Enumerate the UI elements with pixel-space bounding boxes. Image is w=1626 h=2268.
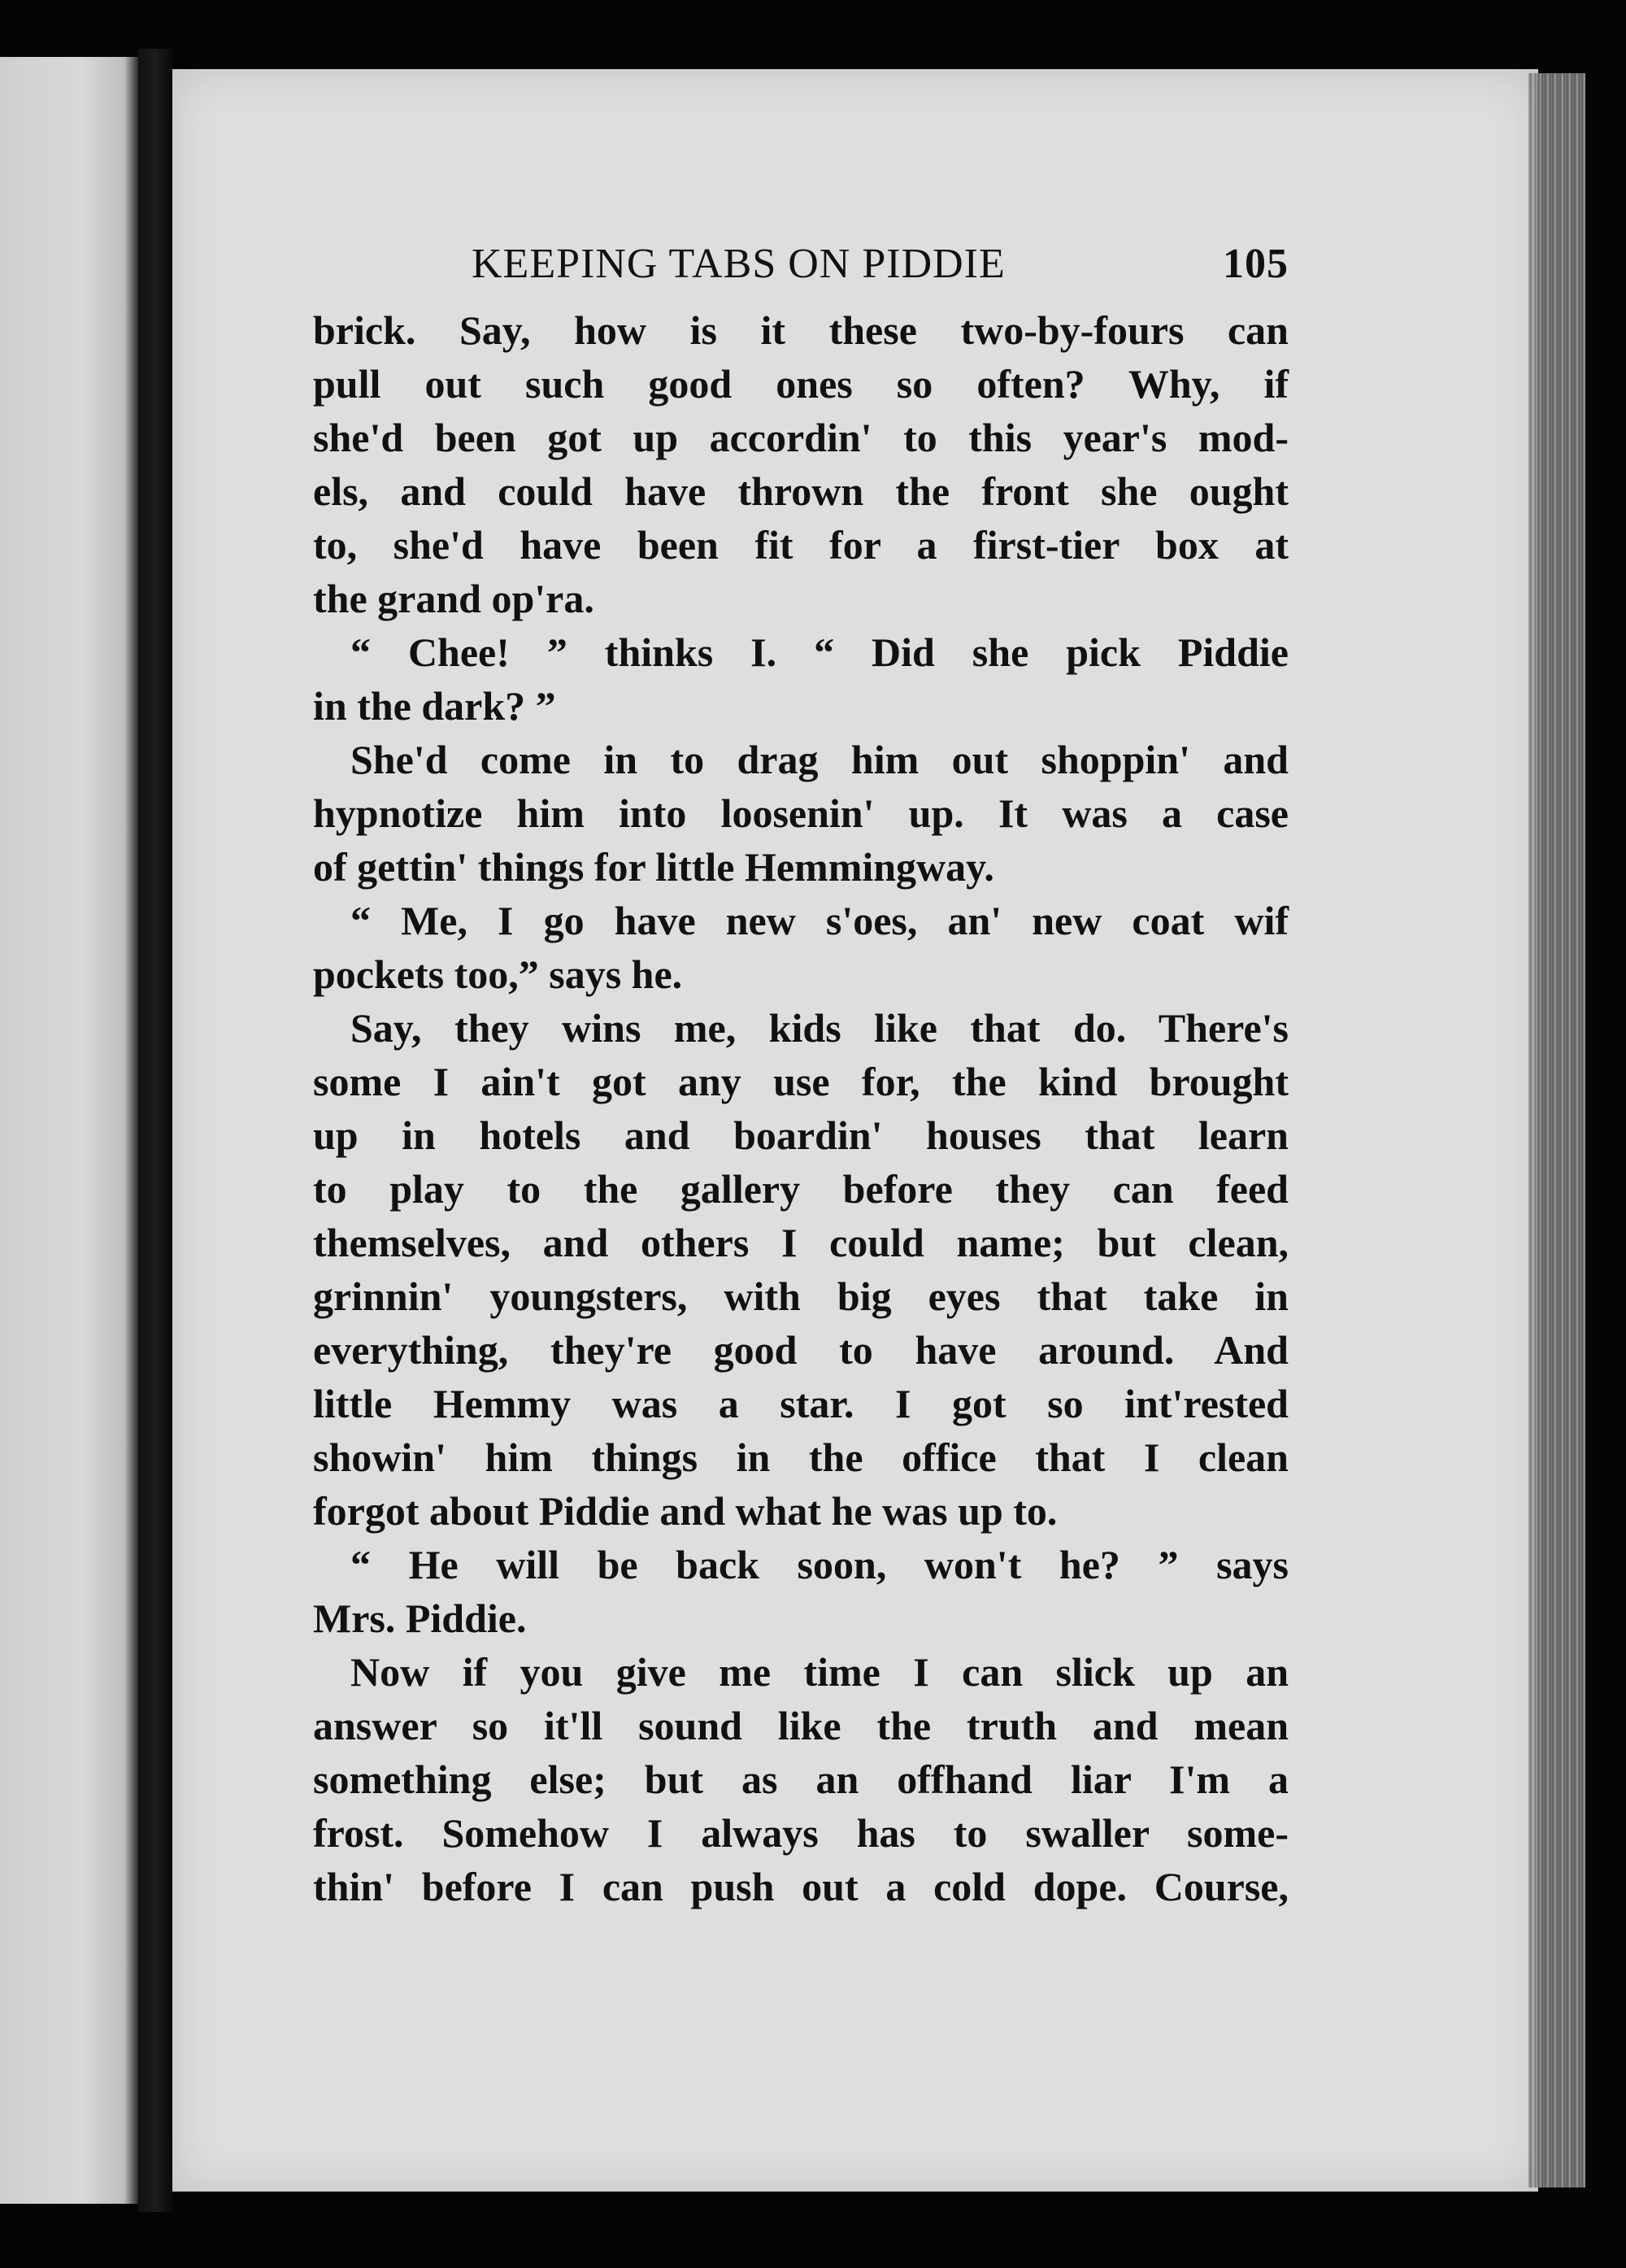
page-number: 105 xyxy=(1223,241,1289,287)
text-line: els, and could have thrown the front she ought xyxy=(313,468,1289,514)
text-line: “ He will be back soon, won't he? ” says xyxy=(350,1542,1289,1587)
text-line: Say, they wins me, kids like that do. There's xyxy=(350,1005,1289,1051)
text-line: something else; but as an offhand liar I'm a xyxy=(313,1757,1289,1802)
text-line: Mrs. Piddie. xyxy=(313,1595,527,1641)
text-line: to play to the gallery before they can feed xyxy=(313,1166,1289,1212)
text-line: brick. Say, how is it these two-by-fours can xyxy=(313,307,1289,353)
text-line: little Hemmy was a star. I got so int'rested xyxy=(313,1381,1289,1426)
text-line: she'd been got up accordin' to this year's mod- xyxy=(313,415,1289,460)
text-line: answer so it'll sound like the truth and mean xyxy=(313,1703,1289,1748)
page-content xyxy=(313,240,1289,1913)
running-title: KEEPING TABS ON PIDDIE xyxy=(472,241,1006,287)
text-line: of gettin' things for little Hemmingway. xyxy=(313,844,994,890)
text-line: hypnotize him into loosenin' up. It was a case xyxy=(313,790,1289,836)
text-line: She'd come in to drag him out shoppin' and xyxy=(350,737,1289,782)
text-line: themselves, and others I could name; but clean, xyxy=(313,1220,1289,1265)
text-line: showin' him things in the office that I clean xyxy=(313,1434,1289,1480)
text-line: Now if you give me time I can slick up an xyxy=(350,1649,1289,1695)
body-text xyxy=(313,303,1289,1913)
text-line: the grand op'ra. xyxy=(313,576,594,621)
text-line: thin' before I can push out a cold dope. Course, xyxy=(313,1864,1289,1909)
text-line: grinnin' youngsters, with big eyes that take in xyxy=(313,1273,1289,1319)
text-line: pockets too,” says he. xyxy=(313,951,683,997)
text-line: some I ain't got any use for, the kind brought xyxy=(313,1059,1289,1104)
text-line: up in hotels and boardin' houses that learn xyxy=(313,1112,1289,1158)
text-line: “ Chee! ” thinks I. “ Did she pick Piddie xyxy=(350,629,1289,675)
book-gutter xyxy=(138,49,172,2212)
text-line: frost. Somehow I always has to swaller some- xyxy=(313,1810,1289,1856)
facing-page-edge xyxy=(0,57,138,2204)
text-line: pull out such good ones so often? Why, if xyxy=(313,361,1289,407)
text-line: forgot about Piddie and what he was up to. xyxy=(313,1488,1058,1534)
text-line: “ Me, I go have new s'oes, an' new coat wif xyxy=(350,898,1289,943)
text-line: to, she'd have been fit for a first-tier box at xyxy=(313,522,1289,568)
page-stack-edge xyxy=(1528,73,1585,2187)
running-head xyxy=(313,240,1289,297)
text-line: in the dark? ” xyxy=(313,683,556,729)
text-line: everything, they're good to have around. And xyxy=(313,1327,1289,1373)
